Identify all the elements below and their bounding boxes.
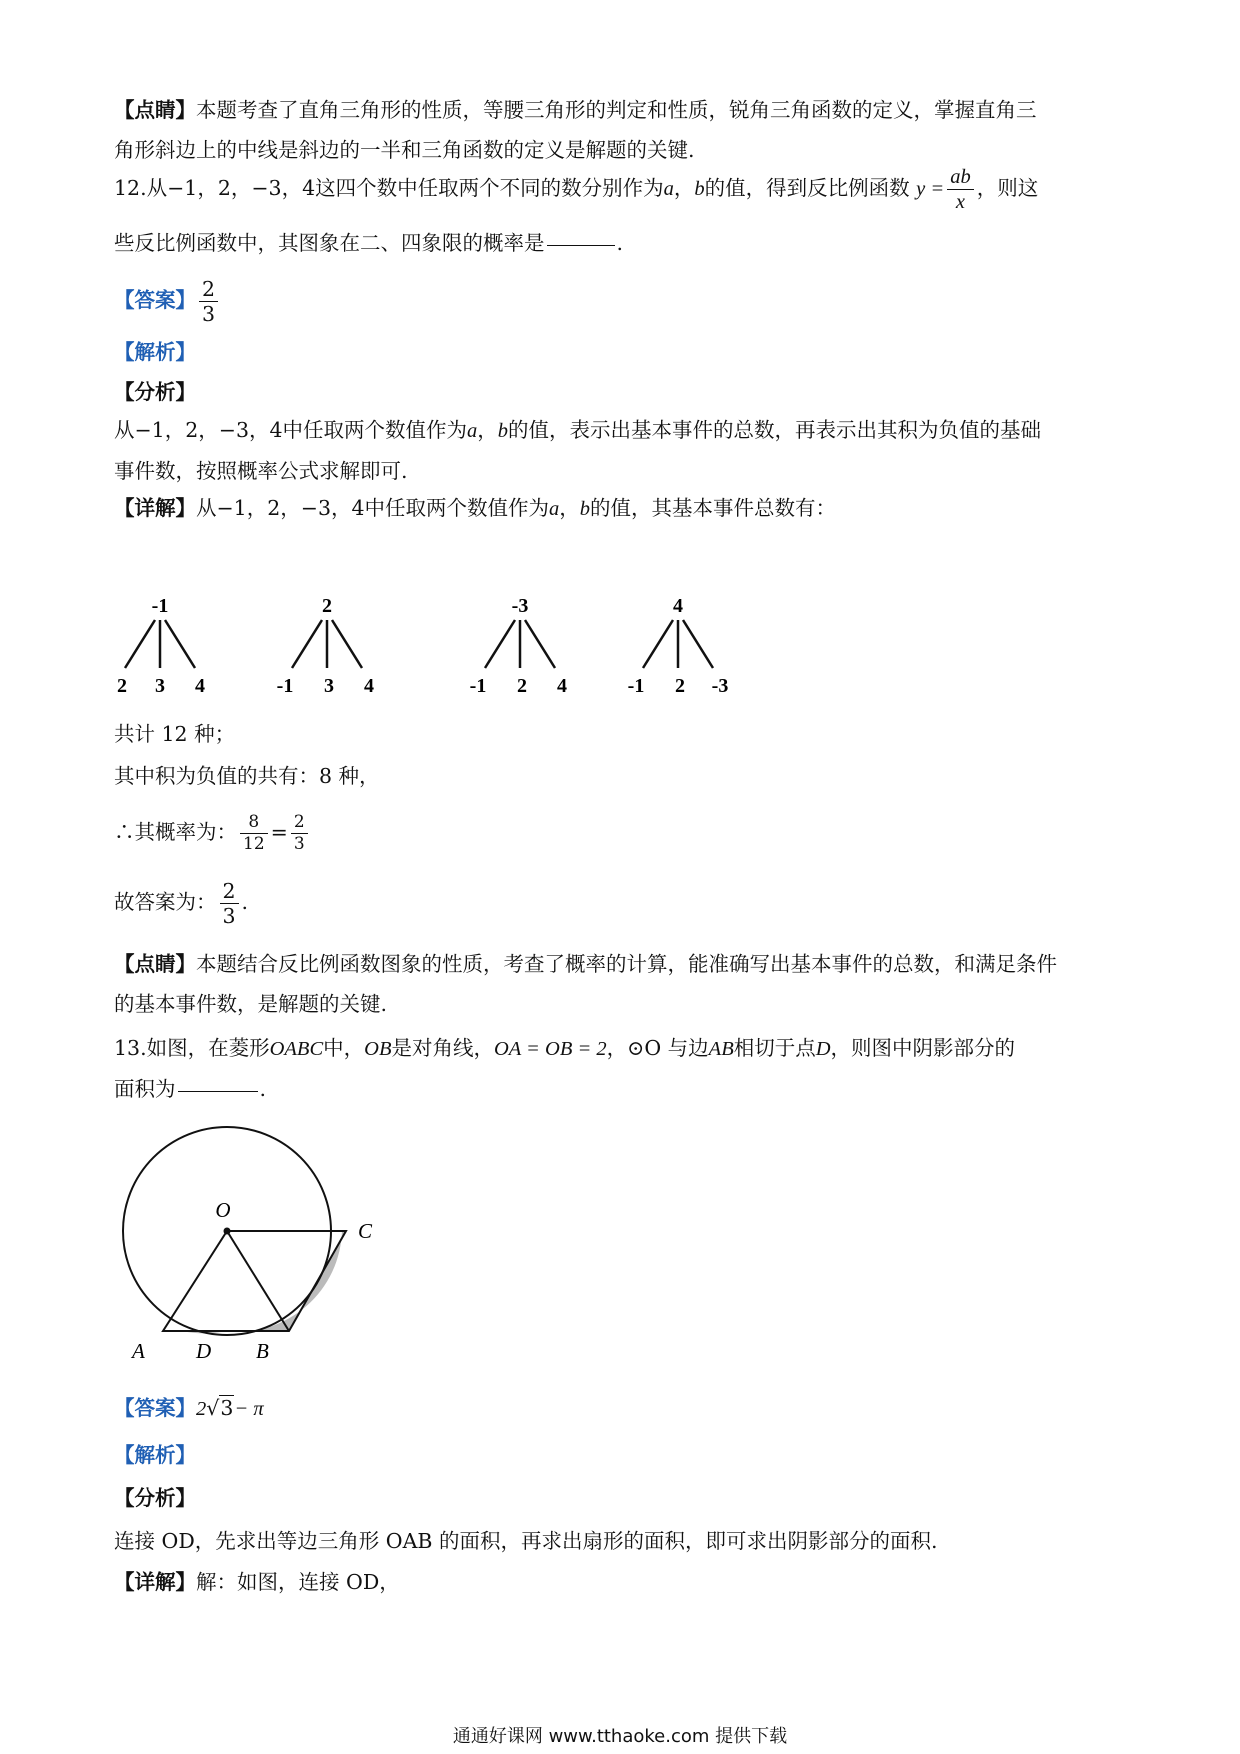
- var-b: b: [579, 498, 591, 520]
- tree-branch: [125, 620, 155, 668]
- comma: ，: [477, 418, 498, 442]
- fraction-denominator: x: [955, 191, 966, 213]
- comma: ，: [559, 496, 580, 520]
- analysis-13: 连接 OD，先求出等边三角形 OAB 的面积，再求出扇形的面积，即可求出阴影部分的面积.: [114, 1529, 938, 1553]
- fraction-8-12: [240, 814, 268, 853]
- tree-root: -1: [151, 595, 169, 617]
- q12-text2: 的值，得到反比例函数: [704, 176, 910, 200]
- q12-text: 这四个数中任取两个不同的数分别作为: [315, 176, 664, 200]
- answer-blank: [547, 244, 615, 246]
- tree-3: [470, 595, 567, 697]
- fenxi-12: [114, 372, 1134, 412]
- detail-12: [114, 488, 1134, 529]
- comma: ，: [673, 176, 695, 200]
- tree-leaf: 3: [155, 675, 165, 697]
- label-b: B: [256, 1339, 269, 1363]
- diagonal-ob: [227, 1231, 289, 1331]
- diagonal-name: OB: [364, 1038, 392, 1060]
- tree-leaf: -3: [711, 675, 729, 697]
- tree-1: [117, 595, 205, 697]
- center-point: [224, 1228, 231, 1235]
- tree-leaf: 4: [364, 675, 374, 697]
- answer-label: 【答案】: [114, 288, 196, 312]
- tree-4: [628, 595, 729, 697]
- dianjing-text-line1: 本题结合反比例函数图象的性质，考查了概率的计算，能准确写出基本事件的总数，和满足条件: [196, 952, 1057, 976]
- tree-leaf: -1: [276, 675, 294, 697]
- q12-text3: ，则这: [976, 176, 1039, 200]
- probability-line: [114, 806, 1134, 858]
- fraction-numerator: 8: [240, 814, 268, 834]
- point-name: D: [815, 1038, 831, 1060]
- dianjing-paragraph-12: [114, 944, 1134, 1024]
- detail-text: 从: [196, 496, 217, 520]
- q12-line2: 些反比例函数中，其图象在二、四象限的概率是: [114, 231, 545, 255]
- q12-number: 12.从: [114, 176, 168, 200]
- tree-root: -3: [511, 595, 529, 617]
- q13-text3: 是对角线，: [391, 1036, 494, 1060]
- tree-root: 2: [322, 595, 332, 617]
- period: .: [241, 890, 249, 914]
- detail-label: 【详解】: [114, 1570, 196, 1594]
- fraction-numerator: ab: [947, 167, 974, 191]
- detail-text: 解：如图，连接 OD，: [196, 1570, 400, 1594]
- detail-numbers: −1，2，−3，4: [216, 496, 365, 520]
- q13-text5: 相切于点: [733, 1036, 816, 1060]
- tree-leaf: 3: [324, 675, 334, 697]
- var-a: a: [549, 498, 560, 520]
- tree-branch: [643, 620, 673, 668]
- dianjing-text-line1: 本题考查了直角三角形的性质，等腰三角形的判定和性质，锐角三角函数的定义，掌握直角三: [196, 98, 1037, 122]
- var-a: a: [467, 420, 478, 442]
- analysis-line2: 事件数，按照概率公式求解即可.: [114, 459, 408, 483]
- jiexi-label: 【解析】: [114, 340, 196, 364]
- tree-leaf: 2: [117, 675, 127, 697]
- answer-rest: − π: [234, 1398, 264, 1420]
- fraction-denominator: 3: [293, 834, 305, 854]
- probability-text: ∴其概率为：: [114, 820, 237, 844]
- final-answer-12: [114, 874, 1134, 930]
- fenxi-label: 【分析】: [114, 1486, 196, 1510]
- side-name: AB: [708, 1038, 734, 1060]
- tree-leaf: 4: [557, 675, 567, 697]
- tree-root: 4: [673, 595, 683, 617]
- page-footer: 通通好课网 www.tthaoke.com 提供下载: [452, 1726, 788, 1747]
- count-line: 共计 12 种；: [114, 722, 236, 746]
- tree-2: [277, 595, 374, 697]
- q13-line2: 面积为: [114, 1077, 176, 1101]
- dianjing-paragraph-11: [114, 90, 1134, 170]
- period: .: [616, 231, 624, 255]
- tree-leaf: -1: [469, 675, 487, 697]
- tree-leaf: 4: [195, 675, 205, 697]
- fraction-denominator: 3: [222, 904, 236, 928]
- period: .: [259, 1077, 267, 1101]
- answer-label: 【答案】: [114, 1396, 196, 1420]
- answer-fraction: [199, 276, 218, 326]
- fenxi-13: [114, 1478, 1134, 1518]
- q13-text6: ，则图中阴影部分的: [830, 1036, 1016, 1060]
- detail-text2: 中任取两个数值作为: [364, 496, 550, 520]
- tree-branch: [165, 620, 195, 668]
- analysis-12: [114, 410, 1134, 491]
- fraction-denominator: 12: [243, 834, 265, 854]
- sqrt-icon: √: [206, 1396, 220, 1420]
- q13-text2: 中，: [323, 1036, 365, 1060]
- jiexi-label: 【解析】: [114, 1443, 196, 1467]
- tree-diagrams: [100, 590, 780, 700]
- q13-text4: ，⊙O 与边: [606, 1036, 709, 1060]
- fenxi-label: 【分析】: [114, 380, 196, 404]
- function-fraction: [947, 167, 974, 213]
- analysis-numbers: −1，2，−3，4: [134, 418, 283, 442]
- rhombus-circle-figure: [110, 1115, 400, 1375]
- jiexi-12: [114, 332, 1134, 372]
- tree-branch: [683, 620, 713, 668]
- fraction-2-3: [291, 814, 308, 853]
- analysis-text: 从: [114, 418, 135, 442]
- final-answer-fraction: [220, 878, 239, 928]
- jiexi-13: [114, 1435, 1134, 1475]
- tree-branch: [332, 620, 362, 668]
- tree-leaf: 2: [517, 675, 527, 697]
- fraction-denominator: 3: [202, 302, 216, 326]
- tree-branch: [292, 620, 322, 668]
- label-o: O: [215, 1198, 231, 1222]
- question-12: [114, 162, 1134, 269]
- sqrt-radicand: 3: [220, 1396, 234, 1420]
- fraction-numerator: 2: [220, 881, 239, 905]
- answer-13: [114, 1388, 1134, 1429]
- q13-text: 13.如图，在菱形: [114, 1036, 270, 1060]
- fraction-numerator: 2: [199, 279, 218, 303]
- function-lhs: y =: [916, 178, 945, 200]
- var-a: a: [663, 178, 674, 200]
- var-b: b: [694, 178, 705, 200]
- tree-branch: [525, 620, 555, 668]
- final-answer-text: 故答案为：: [114, 890, 217, 914]
- tree-leaf: -1: [627, 675, 645, 697]
- answer-coefficient: 2: [196, 1398, 207, 1420]
- q12-numbers: −1，2，−3，4: [167, 176, 316, 200]
- tree-leaf: 2: [675, 675, 685, 697]
- var-b: b: [497, 420, 509, 442]
- detail-13: [114, 1562, 1134, 1602]
- rhombus-name: OABC: [269, 1038, 324, 1060]
- equals-sign: =: [270, 820, 288, 844]
- label-c: C: [358, 1219, 373, 1243]
- question-13: [114, 1028, 1134, 1109]
- fraction-numerator: 2: [291, 814, 308, 834]
- dianjing-text-line2: 角形斜边上的中线是斜边的一半和三角函数的定义是解题的关键.: [114, 138, 695, 162]
- dianjing-label: 【点睛】: [114, 952, 196, 976]
- dianjing-label: 【点睛】: [114, 98, 196, 122]
- label-a: A: [132, 1339, 145, 1363]
- length-equation: OA = OB = 2: [493, 1038, 607, 1060]
- tree-branch: [485, 620, 515, 668]
- dianjing-text-line2: 的基本事件数，是解题的关键.: [114, 992, 388, 1016]
- analysis-text2: 中任取两个数值作为: [282, 418, 468, 442]
- analysis-text3: 的值，表示出基本事件的总数，再表示出其积为负值的基础: [508, 418, 1042, 442]
- answer-blank: [178, 1090, 258, 1092]
- detail-label: 【详解】: [114, 496, 196, 520]
- negative-count-line: 其中积为负值的共有：8 种，: [114, 764, 380, 788]
- label-d: D: [196, 1339, 212, 1363]
- answer-12: [114, 272, 1134, 328]
- detail-text3: 的值，其基本事件总数有：: [590, 496, 837, 520]
